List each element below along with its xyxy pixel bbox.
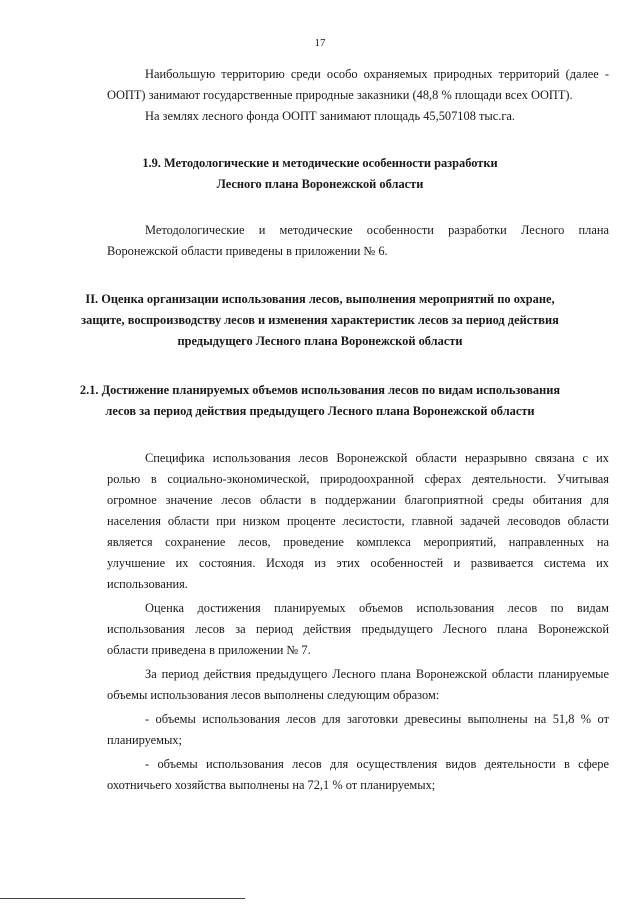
- footer-rule: [0, 898, 245, 899]
- paragraph-line: улучшение их состояния. Исходя из этих особенностей и развивается система их: [107, 556, 609, 570]
- subsection-heading: 2.1. Достижение планируемых объемов использования лесов по видам использования: [79, 383, 561, 397]
- paragraph-line: Специфика использования лесов Воронежской области неразрывно связана с их: [145, 451, 609, 465]
- paragraph-line: использования.: [107, 577, 188, 591]
- paragraph-line: Наибольшую территорию среди особо охраняемых природных территорий (далее -: [145, 67, 609, 81]
- paragraph-line: является сохранение лесов, проведение комплекса мероприятий, направленных на: [107, 535, 609, 549]
- list-item-line: охотничьего хозяйства выполнены на 72,1 % от планируемых;: [107, 778, 436, 792]
- paragraph-line: Оценка достижения планируемых объемов использования лесов по видам: [145, 601, 609, 615]
- list-item-line: планируемых;: [107, 733, 182, 747]
- paragraph-line: Методологические и методические особенности разработки Лесного плана: [145, 223, 609, 237]
- section-heading: 1.9. Методологические и методические особенности разработки: [142, 156, 498, 170]
- paragraph-line: Воронежской области приведены в приложении № 6.: [107, 244, 388, 258]
- chapter-heading: предыдущего Лесного плана Воронежской области: [177, 334, 463, 348]
- paragraph-line: населения области при низком проценте лесистости, главной задачей лесоводов области: [107, 514, 609, 528]
- paragraph-line: ООПТ) занимают государственные природные заказники (48,8 % площади всех ООПТ).: [107, 88, 573, 102]
- paragraph-line: На землях лесного фонда ООПТ занимают площадь 45,507108 тыс.га.: [145, 109, 516, 123]
- paragraph-line: огромное значение лесов области в поддержании благоприятной среды обитания для: [107, 493, 609, 507]
- chapter-heading: II. Оценка организации использования лесов, выполнения мероприятий по охране,: [85, 292, 555, 306]
- list-item-line: - объемы использования лесов для осуществления видов деятельности в сфере: [145, 757, 609, 771]
- paragraph-line: области приведена в приложении № 7.: [107, 643, 311, 657]
- chapter-heading: защите, воспроизводству лесов и изменения характеристик лесов за период действия: [81, 313, 559, 327]
- list-item-line: - объемы использования лесов для заготовки древесины выполнены на 51,8 % от: [145, 712, 609, 726]
- page-number: 17: [314, 37, 326, 49]
- paragraph-line: За период действия предыдущего Лесного плана Воронежской области планируемые: [145, 667, 609, 681]
- section-heading: Лесного плана Воронежской области: [216, 177, 424, 191]
- paragraph-line: ролью в социально-экономической, природоохранной сферах деятельности. Учитывая: [107, 472, 609, 486]
- paragraph-line: объемы использования лесов выполнены следующим образом:: [107, 688, 440, 702]
- subsection-heading: лесов за период действия предыдущего Лесного плана Воронежской области: [105, 404, 535, 418]
- paragraph-line: использования лесов за период действия предыдущего Лесного плана Воронежской: [107, 622, 609, 636]
